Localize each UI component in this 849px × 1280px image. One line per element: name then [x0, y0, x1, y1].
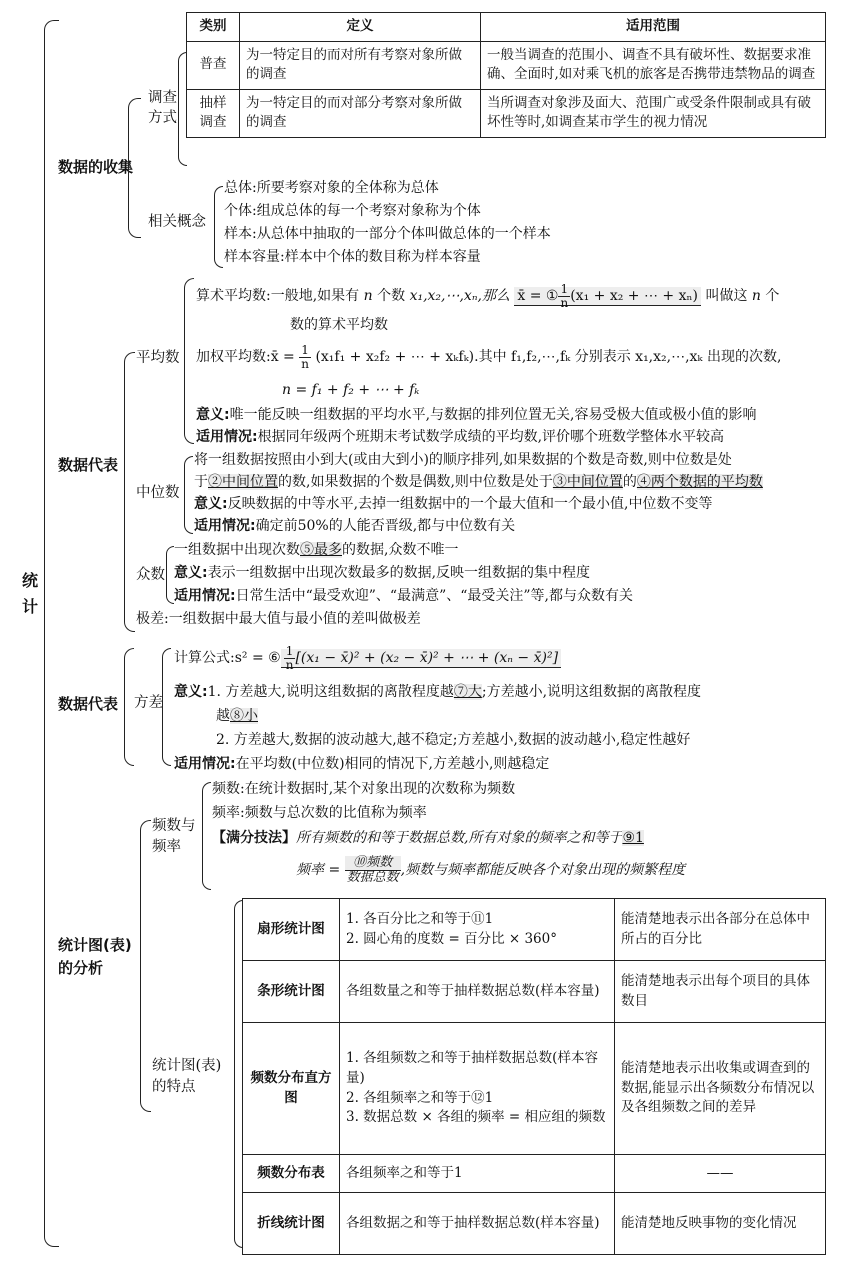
tip-line2: 频率 = $\frac{\text{⑩频数}}{\text{数据总数}}$ ,频数与频率都能反映各个对象出现的频繁程度	[296, 855, 686, 885]
table-cell: 为一特定目的而对所有考察对象所做的调查	[240, 41, 481, 89]
mode-line1: 一组数据中出现次数⑤最多的数据,众数不唯一	[174, 542, 459, 558]
table-row	[187, 41, 826, 89]
mode-label: 众数	[136, 567, 165, 583]
arith-text: 叫做这	[705, 288, 748, 305]
median-use: 适用情况:确定前50%的人能否晋级,都与中位数有关	[194, 518, 516, 534]
mean-label: 平均数	[136, 350, 180, 366]
arith-var: x₁,x₂,⋯,xₙ,那么	[409, 288, 510, 305]
mean-meaning: 意义:唯一能反映一组数据的平均水平,与数据的排列位置无关,容易受极大值或极小值的影响	[196, 407, 757, 423]
survey-label: 调查方式	[148, 90, 177, 127]
fraction: $\frac{1}{n}$	[301, 343, 309, 371]
table-header: 类别	[187, 13, 240, 42]
fraction: $\frac{1}{n}$	[285, 644, 294, 672]
table-row	[187, 89, 826, 137]
section2-brace	[124, 352, 135, 632]
table-cell: 为一特定目的而对部分考察对象所做的调查	[240, 89, 481, 137]
table-cell: 能清楚地表示出收集或调查到的数据,能显示出各频数分布情况以及各组频数之间的差异	[615, 1023, 826, 1155]
weighted-mean	[196, 344, 781, 370]
table-cell: 能清楚地表示出各部分在总体中所占的百分比	[615, 899, 826, 961]
concept-item: 个体:组成总体的每一个考察对象称为个体	[224, 203, 481, 219]
section1-title: 数据的收集	[58, 158, 134, 176]
section4-title: 统计图(表)的分析	[58, 936, 132, 977]
variance-label: 方差	[134, 695, 163, 711]
variance-brace	[162, 648, 171, 766]
median-label: 中位数	[136, 485, 180, 501]
table-cell: 普查	[187, 41, 240, 89]
table-cell: 能清楚地反映事物的变化情况	[615, 1193, 826, 1255]
arith-var: n	[363, 288, 373, 305]
feature-label: 统计图(表)的特点	[152, 1058, 222, 1096]
table-cell: 条形统计图	[243, 961, 340, 1023]
arith-text: 个	[765, 288, 780, 305]
variance-use: 适用情况:在平均数(中位数)相同的情况下,方差越小,则越稳定	[174, 756, 550, 772]
mode-use: 适用情况:日常生活中“最受欢迎”、“最满意”、“最受关注”等,都与众数有关	[174, 588, 634, 604]
table-cell: 各组数量之和等于抽样数据总数(样本容量)	[340, 961, 615, 1023]
variance-meaning-1b: 越⑧小	[216, 708, 258, 724]
median-line1: 将一组数据按照由小到大(或由大到小)的顺序排列,如果数据的个数是奇数,则中位数是处	[194, 452, 732, 468]
mean-brace	[184, 278, 194, 444]
section1-brace	[128, 98, 141, 238]
table-cell: 1. 各组频数之和等于抽样数据总数(样本容量) 2. 各组频率之和等于⑫1 3. 数据总数 × 各组的频率 = 相应组的频数	[340, 1023, 615, 1155]
concept-item: 样本:从总体中抽取的一部分个体叫做总体的一个样本	[224, 226, 551, 242]
arith-var: n	[751, 288, 761, 305]
median-line2: 于②中间位置的数,如果数据的个数是偶数,则中位数是处于③中间位置的④两个数据的平均数	[194, 474, 763, 490]
tip-line1: 【满分技法】所有频数的和等于数据总数,所有对象的频率之和等于⑨1	[212, 830, 644, 846]
table-header: 适用范围	[481, 13, 826, 42]
median-brace	[184, 456, 193, 534]
blank-6-answer: [(x₁ − x̄)² + (x₂ − x̄)² + ⋯ + (xₙ − x̄)²]	[295, 650, 559, 667]
arithmetic-mean-line2: 数的算术平均数	[290, 317, 388, 333]
blank-8: ⑧小	[230, 708, 258, 724]
weighted-text: 加权平均数:x̄ =	[196, 349, 295, 366]
table-cell: 抽样调查	[187, 89, 240, 137]
mode-meaning: 意义:表示一组数据中出现次数最多的数据,反映一组数据的集中程度	[174, 565, 591, 581]
table-row	[243, 1155, 826, 1193]
table-cell: 扇形统计图	[243, 899, 340, 961]
blank-2: ②中间位置	[208, 474, 278, 490]
variance-meaning-1: 意义:1. 方差越大,说明这组数据的离散程度越⑦大;方差越小,说明这组数据的离散程度	[174, 684, 702, 700]
table-row	[243, 899, 826, 961]
table-cell: 各组数据之和等于抽样数据总数(样本容量)	[340, 1193, 615, 1255]
root-brace	[44, 20, 59, 1247]
freq-label: 频数与频率	[152, 818, 196, 856]
table-cell: 各组频率之和等于1	[340, 1155, 615, 1193]
table-cell: 能清楚地表示出每个项目的具体数目	[615, 961, 826, 1023]
freq-brace	[202, 782, 211, 890]
table-row	[243, 1023, 826, 1155]
blank-1-prefix: x̄ = ①	[517, 288, 559, 305]
blank-9: ⑨1	[622, 830, 644, 846]
concepts-label: 相关概念	[148, 214, 206, 230]
table-cell: 频数分布直方图	[243, 1023, 340, 1155]
table-cell: 1. 各百分比之和等于⑪1 2. 圆心角的度数 = 百分比 × 360°	[340, 899, 615, 961]
table-cell: 折线统计图	[243, 1193, 340, 1255]
blank-4: ④两个数据的平均数	[636, 474, 763, 490]
fraction: $\frac{1}{n}$	[560, 282, 569, 310]
concept-item: 样本容量:样本中个体的数目称为样本容量	[224, 249, 481, 265]
blank-5: ⑤最多	[300, 542, 342, 558]
table-cell: 当所调查对象涉及面大、范围广或受条件限制或具有破坏性等时,如调查某市学生的视力情况	[481, 89, 826, 137]
rate-def: 频率:频数与总次数的比值称为频率	[212, 805, 427, 821]
mode-brace	[166, 546, 174, 604]
mean-use: 适用情况:根据同年级两个班期末考试数学成绩的平均数,评价哪个班数学整体水平较高	[196, 429, 725, 445]
section3-brace	[124, 648, 134, 766]
weighted-mean-line2: n = f₁ + f₂ + ⋯ + fₖ	[282, 382, 420, 398]
range-definition: 极差:一组数据中最大值与最小值的差叫做极差	[136, 611, 421, 627]
blank-7: ⑦大	[453, 684, 482, 700]
blank-3: ③中间位置	[552, 474, 623, 490]
table-row	[243, 961, 826, 1023]
variance-formula: 计算公式:s² = ⑥ $\frac{1}{n}$ [(x₁ − x̄)² + (x₂ − x̄)² + ⋯ + (xₙ − x̄)²]	[174, 645, 561, 671]
arith-text: 算术平均数:一般地,如果有	[196, 288, 360, 305]
fraction: $\frac{\text{⑩频数}}{\text{数据总数}}$	[346, 855, 399, 885]
survey-table	[186, 12, 826, 138]
root-title: 统计	[22, 571, 39, 616]
section3-title: 数据代表	[58, 695, 119, 713]
blank-1-answer: (x₁ + x₂ + ⋯ + xₙ)	[570, 288, 699, 305]
section2-title: 数据代表	[58, 456, 119, 474]
table-header: 定义	[240, 13, 481, 42]
variance-meaning-2: 2. 方差越大,数据的波动越大,越不稳定;方差越小,数据的波动越小,稳定性越好	[216, 732, 691, 748]
freq-def: 频数:在统计数据时,某个对象出现的次数称为频数	[212, 781, 516, 797]
arith-text: 个数	[377, 288, 406, 305]
table-cell: 一般当调查的范围小、调查不具有破坏性、数据要求准确、全面时,如对乘飞机的旅客是否携带违禁物品的调查	[481, 41, 826, 89]
median-meaning: 意义:反映数据的中等水平,去掉一组数据中的一个最大值和一个最小值,中位数不变等	[194, 496, 713, 512]
weighted-text: (x₁f₁ + x₂f₂ + ⋯ + xₖfₖ).其中 f₁,f₂,⋯,fₖ 分别表示 x₁,x₂,⋯,xₖ 出现的次数,	[315, 349, 782, 366]
concepts-brace	[214, 186, 223, 268]
concept-item: 总体:所要考察对象的全体称为总体	[224, 180, 439, 196]
table-cell: 频数分布表	[243, 1155, 340, 1193]
table-row	[243, 1193, 826, 1255]
chart-type-table	[242, 898, 826, 1255]
table-cell: ——	[615, 1155, 826, 1193]
section4-brace	[140, 820, 151, 1112]
arithmetic-mean	[196, 283, 779, 309]
